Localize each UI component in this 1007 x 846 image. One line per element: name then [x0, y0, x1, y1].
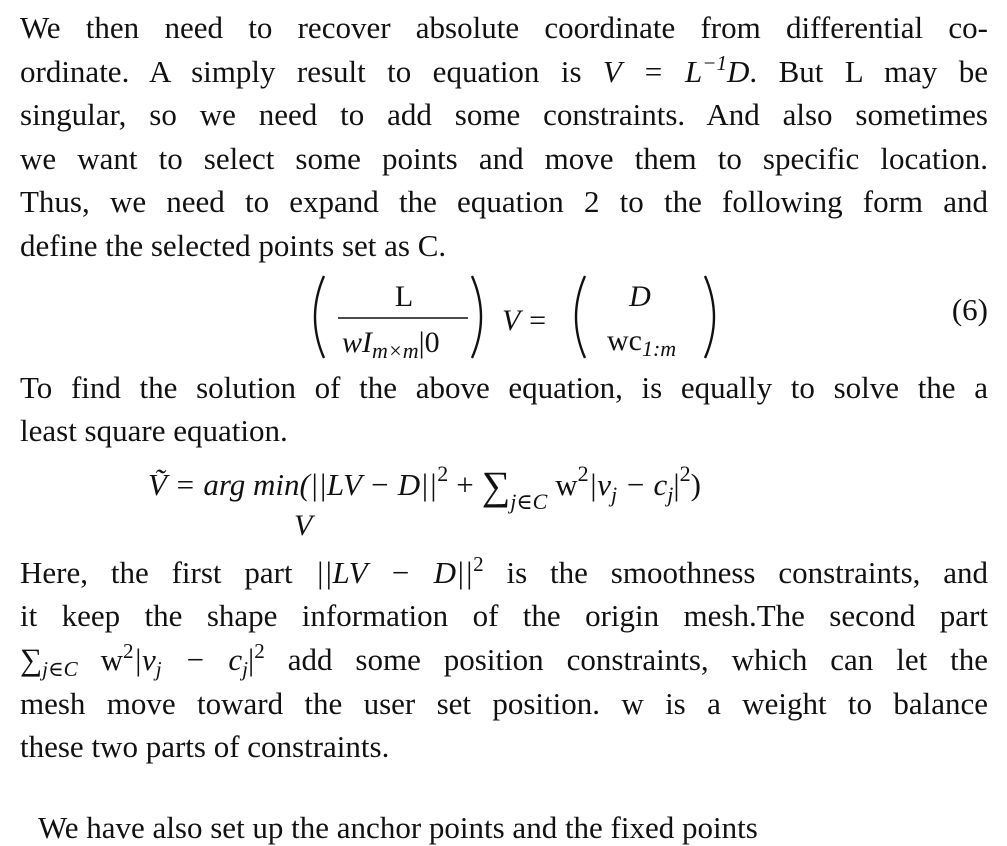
inline-equation	[602, 51, 750, 89]
text-line	[20, 50, 988, 94]
text-line: We then need to recover absolute coordinate from differential co-	[20, 10, 988, 45]
equation-number: (6)	[951, 291, 988, 327]
sum-symbol: ∑	[20, 641, 43, 677]
least-squares-equation-block	[20, 453, 988, 551]
left-paren	[315, 276, 324, 358]
equation-6	[302, 272, 722, 362]
math-variable: w	[77, 641, 123, 677]
inline-equation: ||LV − D||	[315, 554, 474, 590]
text-line	[20, 638, 988, 682]
text-line: singular, so we need to add some constraints. And also sometimes	[20, 97, 988, 133]
matrix-numerator: L	[394, 279, 414, 313]
least-squares-equation	[148, 455, 888, 549]
text-line: it keep the shape information of the origin mesh.The second part	[20, 598, 988, 634]
text-fragment: is the smoothness constraints, and	[483, 554, 989, 590]
superscript: −1	[702, 51, 728, 75]
text-line	[20, 551, 988, 595]
text-line: define the selected points set as C.	[20, 227, 447, 263]
inline-sum	[20, 639, 265, 681]
text-fragment: add some position constraints, which can let the	[264, 641, 988, 677]
text-fragment: . But L may be	[749, 53, 988, 89]
subscript: j∈C	[42, 656, 78, 681]
superscript: 2	[122, 639, 134, 664]
rhs-bottom: $wc_{1:m}$	[607, 323, 677, 361]
math-variable: − c	[161, 641, 243, 677]
right-paren	[472, 276, 481, 358]
rhs-top: D	[629, 279, 651, 313]
matrix-denominator: $wI_{m\times m}|0$	[342, 325, 440, 362]
text-line: To find the solution of the above equation, is equally to solve the a	[20, 369, 988, 405]
subscript: j	[242, 656, 249, 681]
math-variable: D	[727, 53, 750, 89]
text-line: least square equation.	[20, 413, 288, 449]
equation-6-block	[20, 268, 988, 366]
subscript: j	[155, 656, 162, 681]
paragraph-constraints	[20, 551, 988, 769]
text-fragment: ordinate. A simply result to equation is	[20, 53, 603, 89]
rhs-left-paren	[576, 276, 585, 358]
paper-page	[20, 6, 988, 769]
math-bar: |	[248, 641, 255, 677]
text-line: Thus, we need to expand the equation 2 to the following form and	[20, 184, 988, 220]
paragraph-recover-coordinates	[20, 6, 988, 268]
argmin-subscript: V	[294, 508, 313, 542]
math-expression: V = L	[602, 53, 703, 89]
vector-variable: V =	[502, 303, 548, 337]
superscript: 2	[473, 552, 484, 577]
text-line: mesh move toward the user set position. w is a weight to balance	[20, 685, 988, 721]
superscript: 2	[254, 639, 265, 664]
equation-lhs: Ṽ = arg $\min(||LV - D||^2 + \sum_{j\in C}$ $w^2|v_j - c_j|^2$)	[148, 460, 701, 514]
cut-off-text-line: We have also set up the anchor points and the fixed points	[38, 810, 758, 845]
math-variable: |v	[133, 641, 156, 677]
rhs-right-paren	[705, 276, 714, 358]
text-line: these two parts of constraints.	[20, 729, 390, 765]
text-fragment: Here, the first part	[20, 554, 316, 590]
paragraph-least-square	[20, 366, 988, 453]
text-line: we want to select some points and move them to specific location.	[20, 140, 988, 176]
